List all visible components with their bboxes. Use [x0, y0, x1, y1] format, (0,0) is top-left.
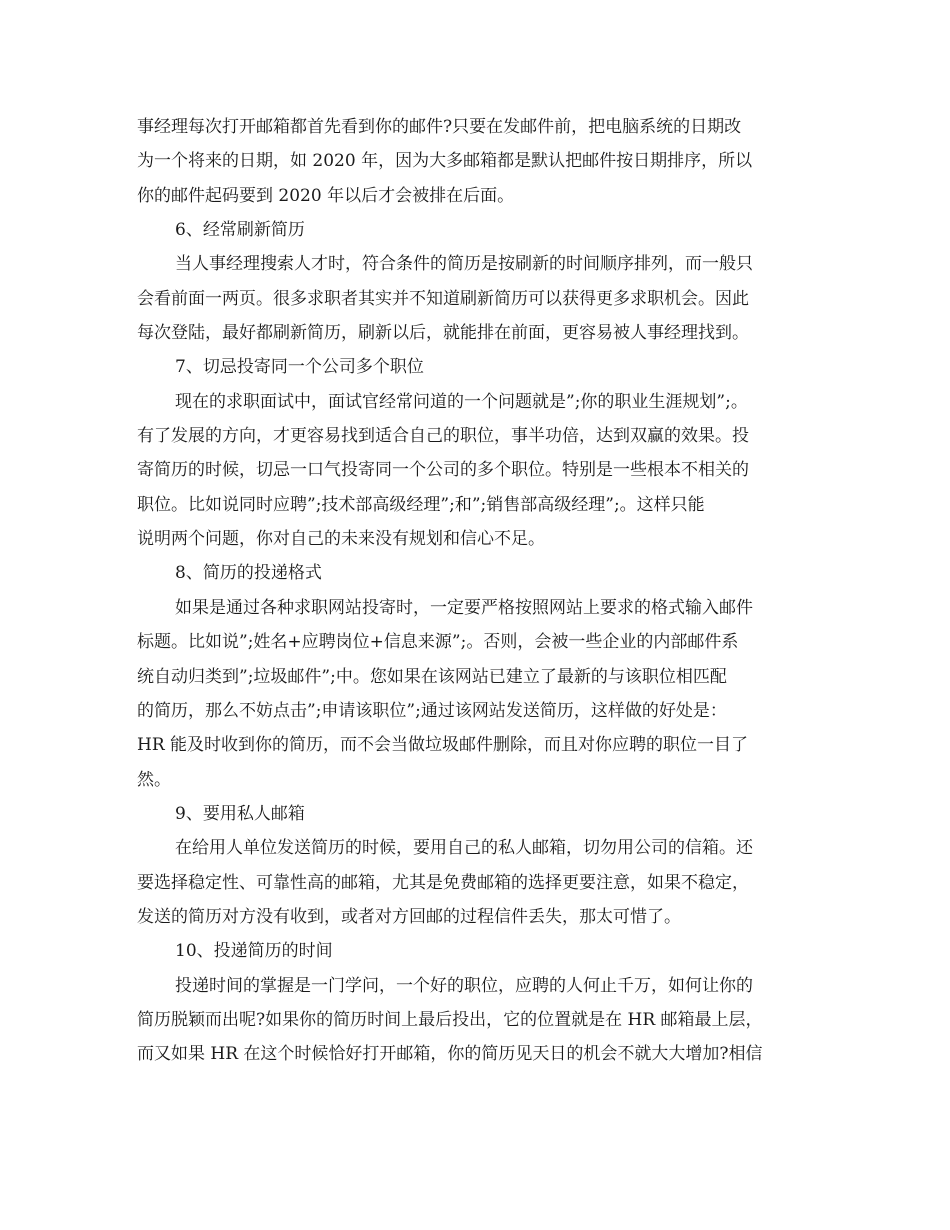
- text-line: 7、切忌投寄同一个公司多个职位: [175, 357, 424, 378]
- text-line: 发送的简历对方没有收到，或者对方回邮的过程信件丢失，那太可惜了。: [137, 906, 681, 927]
- text-line: 说明两个问题，你对自己的未来没有规划和信心不足。: [137, 529, 545, 550]
- text-line: 简历脱颖而出呢?如果你的简历时间上最后投出，它的位置就是在 HR 邮箱最上层，: [137, 1009, 763, 1030]
- text-line: 10、投递简历的时间: [175, 941, 333, 962]
- text-line: 有了发展的方向，才更容易找到适合自己的职位，事半功倍，达到双赢的效果。投: [137, 426, 749, 447]
- text-line: 会看前面一两页。很多求职者其实并不知道刷新简历可以获得更多求职机会。因此: [137, 288, 749, 309]
- text-line: 每次登陆，最好都刷新简历，刷新以后，就能排在前面，更容易被人事经理找到。: [137, 323, 749, 344]
- text-line: 9、要用私人邮箱: [175, 803, 305, 824]
- text-line: 要选择稳定性、可靠性高的邮箱，尤其是免费邮箱的选择更要注意，如果不稳定，: [137, 872, 749, 893]
- text-line: 投递时间的掌握是一门学问，一个好的职位，应聘的人何止千万，如何让你的: [175, 975, 753, 996]
- text-line: 职位。比如说同时应聘”;技术部高级经理”;和”;销售部高级经理”;。这样只能: [137, 494, 705, 515]
- text-line: 而又如果 HR 在这个时候恰好打开邮箱，你的简历见天日的机会不就大大增加?相信: [137, 1044, 763, 1065]
- text-line: 8、简历的投递格式: [175, 563, 322, 584]
- text-line: 统自动归类到”;垃圾邮件”;中。您如果在该网站已建立了最新的与该职位相匹配: [137, 666, 727, 687]
- text-line: 在给用人单位发送简历的时候，要用自己的私人邮箱，切勿用公司的信箱。还: [175, 838, 753, 859]
- text-line: 当人事经理搜索人才时，符合条件的简历是按刷新的时间顺序排列，而一般只: [175, 254, 753, 275]
- text-line: 6、经常刷新简历: [175, 220, 305, 241]
- text-line: 为一个将来的日期，如 2020 年，因为大多邮箱都是默认把邮件按日期排序，所以: [137, 151, 753, 172]
- text-line: 寄简历的时候，切忌一口气投寄同一个公司的多个职位。特别是一些根本不相关的: [137, 460, 749, 481]
- text-line: 然。: [137, 769, 171, 790]
- text-line: 你的邮件起码要到 2020 年以后才会被排在后面。: [137, 185, 515, 206]
- text-line: 现在的求职面试中，面试官经常问道的一个问题就是”;你的职业生涯规划”;。: [175, 391, 748, 412]
- document-body: [137, 110, 827, 1072]
- text-line: 如果是通过各种求职网站投寄时，一定要严格按照网站上要求的格式输入邮件: [175, 597, 753, 618]
- text-line: 事经理每次打开邮箱都首先看到你的邮件?只要在发邮件前，把电脑系统的日期改: [137, 117, 742, 137]
- text-line: 的简历，那么不妨点击”;申请该职位”;通过该网站发送简历，这样做的好处是：: [137, 700, 727, 721]
- text-line: HR 能及时收到你的简历，而不会当做垃圾邮件删除，而且对你应聘的职位一目了: [137, 735, 749, 756]
- text-line: 标题。比如说”;姓名+应聘岗位+信息来源”;。否则，会被一些企业的内部邮件系: [137, 632, 739, 653]
